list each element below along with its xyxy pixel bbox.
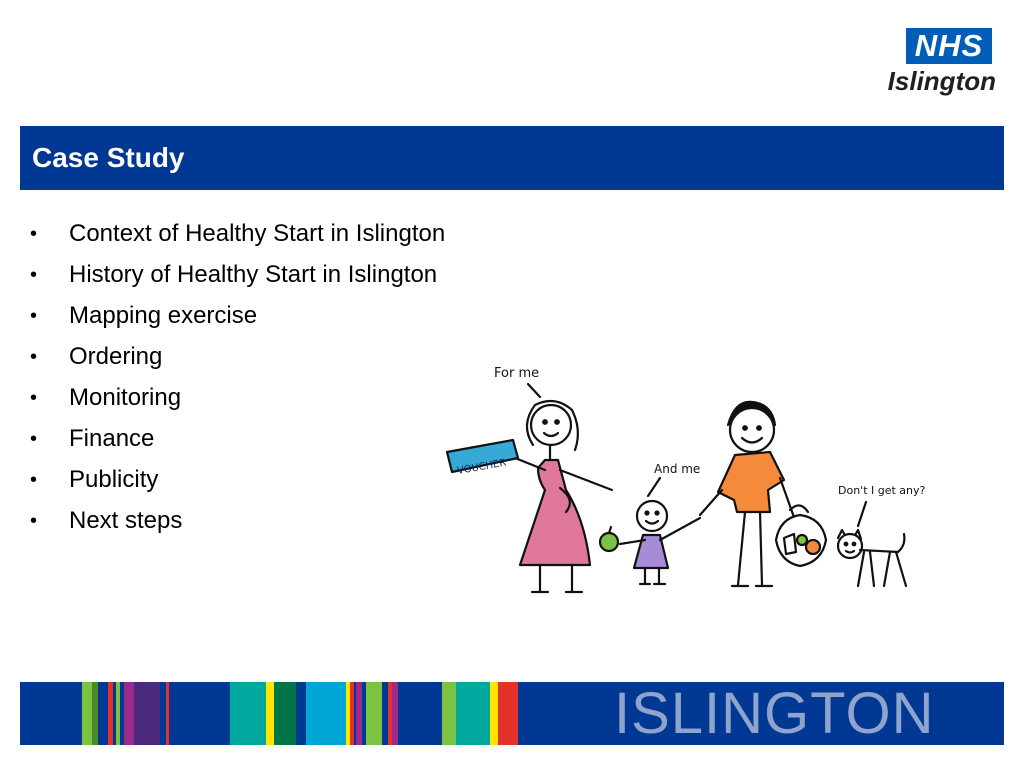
father-figure	[700, 402, 795, 586]
child-caption: And me	[654, 462, 701, 476]
nhs-logo-org-name: Islington	[887, 66, 996, 96]
footer-stripe	[366, 682, 382, 745]
child-speech-line	[648, 478, 660, 496]
bullet-item: • Context of Healthy Start in Islington	[30, 216, 445, 257]
child-figure	[600, 501, 700, 584]
footer-stripe	[92, 682, 98, 745]
bullet-icon: •	[30, 428, 38, 450]
cat-speech-line	[858, 502, 866, 526]
family-illustration	[440, 355, 940, 600]
shopping-bag	[776, 505, 826, 566]
bullet-icon: •	[30, 223, 38, 245]
footer-banner	[20, 682, 1004, 745]
bullet-icon: •	[30, 264, 38, 286]
bullet-icon: •	[30, 387, 38, 409]
footer-stripe	[274, 682, 296, 745]
footer-stripe	[392, 682, 398, 745]
footer-wordmark: ISLINGTON	[614, 682, 935, 745]
bullet-item: • Next steps	[30, 503, 445, 544]
footer-stripe	[266, 682, 274, 745]
cat-figure	[838, 530, 906, 586]
bullet-item: • History of Healthy Start in Islington	[30, 257, 445, 298]
footer-stripe	[498, 682, 518, 745]
bullet-item: • Ordering	[30, 339, 445, 380]
footer-stripe	[306, 682, 346, 745]
footer-stripe	[124, 682, 134, 745]
bullet-icon: •	[30, 469, 38, 491]
bullet-list	[30, 216, 445, 544]
slide-title: Case Study	[32, 142, 185, 173]
title-bar	[20, 126, 1004, 190]
footer-stripe	[108, 682, 113, 745]
bullet-item: • Publicity	[30, 462, 445, 503]
bullet-item: • Mapping exercise	[30, 298, 445, 339]
voucher-label: VOUCHER	[456, 457, 508, 478]
footer-stripe	[350, 682, 354, 745]
bullet-icon: •	[30, 510, 38, 532]
bullet-icon: •	[30, 305, 38, 327]
footer-stripe	[82, 682, 92, 745]
footer-stripe	[442, 682, 456, 745]
nhs-islington-logo	[870, 28, 996, 100]
bullet-item: • Finance	[30, 421, 445, 462]
bullet-icon: •	[30, 346, 38, 368]
nhs-logo-badge: NHS	[906, 28, 992, 64]
mother-caption: For me	[494, 366, 540, 381]
bullet-item: • Monitoring	[30, 380, 445, 421]
footer-stripe	[134, 682, 160, 745]
footer-stripe	[116, 682, 120, 745]
footer-stripe	[456, 682, 490, 745]
footer-stripe	[356, 682, 362, 745]
mother-speech-line	[528, 384, 540, 397]
cat-caption: Don't I get any?	[838, 484, 926, 497]
footer-stripe	[230, 682, 266, 745]
voucher-card	[447, 440, 518, 477]
mother-figure	[515, 401, 612, 592]
footer-stripe	[490, 682, 498, 745]
footer-stripe	[166, 682, 169, 745]
